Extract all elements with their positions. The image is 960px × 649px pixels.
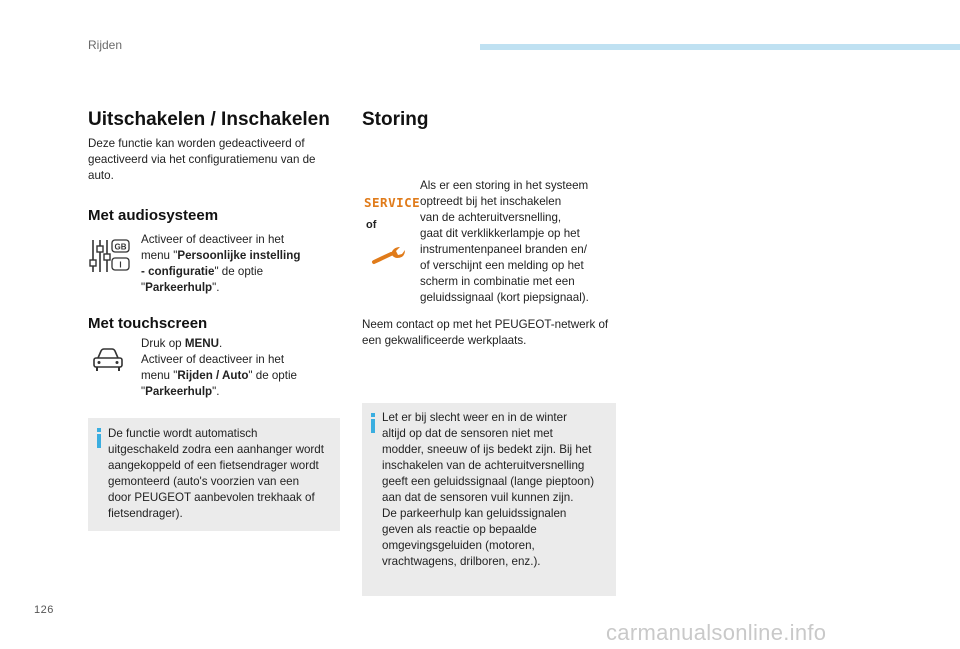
section-bar: [480, 44, 960, 50]
left-intro: Deze functie kan worden gedeactiveerd of geactiveerd via het configuratiemenu van de auto.: [88, 137, 316, 182]
info-icon: [368, 413, 380, 433]
contact-text: Neem contact op met het PEUGEOT-netwerk of een gekwalificeerde werkplaats.: [362, 318, 609, 347]
page-number: 126: [34, 604, 54, 616]
service-indicator: SERVICE: [364, 195, 421, 210]
right-title: Storing: [362, 109, 429, 130]
left-note-text: De functie wordt automatisch uitgeschakeld zodra een aanhanger wordt aangekoppeld of een fietsendrager wordt gemonteerd (auto's voorzien van een door PEUGEOT aanbevolen trekhaak of fietsendrager).: [108, 427, 324, 520]
of-label: of: [366, 219, 377, 231]
touch-heading: Met touchscreen: [88, 315, 208, 332]
left-title: Uitschakelen / Inschakelen: [88, 109, 330, 130]
touch-instructions: Druk op MENU. Activeer of deactiveer in het menu "Rijden / Auto" de optie "Parkeerhulp".: [141, 337, 298, 398]
svg-text:GB: GB: [114, 242, 127, 252]
car-icon: [91, 347, 125, 373]
svg-text:I: I: [119, 260, 122, 270]
right-note-text: Let er bij slecht weer en in de winter altijd op dat de sensoren niet met modder, sneeuw of ijs bedekt zijn. Bij het inschakelen van de achteruitversnelling geeft een geluidssignaal (lange pieptoon) aan dat de sensoren vuil kunnen zijn. De parkeerhulp kan geluidssignalen geven als reactie op bepaalde omgevingsgeluiden (motoren, vrachtwagens, drilboren, enz.).: [382, 411, 595, 568]
audio-instructions: Activeer of deactiveer in het menu "Persoonlijke instelling - configuratie" de optie "Parkeerhulp".: [141, 233, 301, 294]
section-label: Rijden: [88, 38, 123, 52]
audio-heading: Met audiosysteem: [88, 207, 219, 224]
info-icon: [94, 428, 106, 448]
watermark: carmanualsonline.info: [606, 620, 827, 645]
wrench-icon: [371, 244, 407, 268]
storing-description: Als er een storing in het systeem optreedt bij het inschakelen van de achteruitversnelling, gaat dit verklikkerlampje op het instrumentenpaneel branden en/ of verschijnt een melding op het scherm in combinatie met een geluidssignaal (kort piepsignaal).: [420, 179, 589, 304]
audio-settings-icon: [89, 238, 131, 274]
